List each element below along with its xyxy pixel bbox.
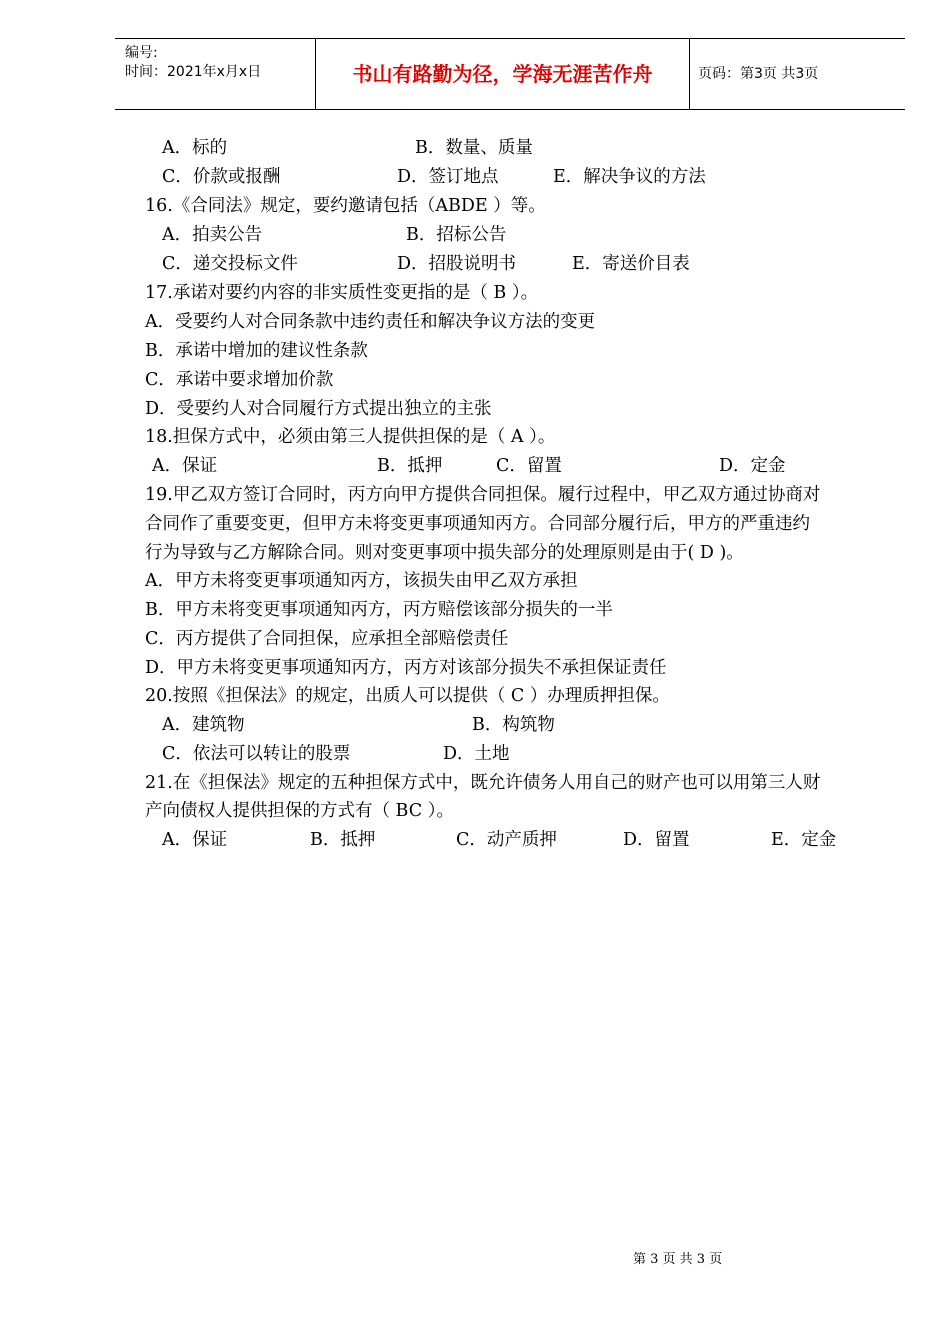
- q18-option-d: D．定金: [719, 456, 786, 476]
- q18-option-b: B．抵押: [377, 456, 443, 476]
- q21-stem-line-2: 产向债权人提供担保的方式有（ BC ）。: [145, 801, 454, 821]
- q16-option-d: D．招股说明书: [397, 254, 517, 274]
- q17-option-a: A．受要约人对合同条款中违约责任和解决争议方法的变更: [145, 312, 596, 332]
- q20-option-c: C．依法可以转让的股票: [162, 744, 351, 764]
- q21-option-d: D．留置: [623, 830, 690, 850]
- q20-stem: 20.按照《担保法》的规定，出质人可以提供（ C ）办理质押担保。: [145, 686, 670, 706]
- q18-option-a: A．保证: [152, 456, 218, 476]
- q16-option-e: E．寄送价目表: [572, 254, 690, 274]
- q18-stem: 18.担保方式中，必须由第三人提供担保的是（ A ）。: [145, 427, 556, 447]
- q21-option-c: C．动产质押: [456, 830, 557, 850]
- q16-option-b: B．招标公告: [406, 225, 507, 245]
- q20-option-d: D．土地: [443, 744, 510, 764]
- header-motto: 书山有路勤为径，学海无涯苦作舟: [316, 39, 690, 109]
- q17-stem: 17.承诺对要约内容的非实质性变更指的是（ B ）。: [145, 283, 539, 303]
- q17-option-c: C．承诺中要求增加价款: [145, 370, 334, 390]
- q20-option-a: A．建筑物: [162, 715, 245, 735]
- number-label: 编号:: [125, 45, 158, 61]
- q19-stem-line-1: 19.甲乙双方签订合同时，丙方向甲方提供合同担保。履行过程中，甲乙双方通过协商对: [145, 485, 821, 505]
- document-header: [115, 38, 905, 110]
- header-meta-cell: [115, 39, 316, 109]
- header-page-label: 页码：第3页 共3页: [698, 66, 819, 82]
- q15-option-d: D．签订地点: [397, 167, 499, 187]
- q21-stem-line-1: 21.在《担保法》规定的五种担保方式中，既允许债务人用自己的财产也可以用第三人财: [145, 773, 821, 793]
- q19-stem-line-2: 合同作了重要变更，但甲方未将变更事项通知丙方。合同部分履行后，甲方的严重违约: [145, 514, 810, 534]
- q19-stem-line-3: 行为导致与乙方解除合同。则对变更事项中损失部分的处理原则是由于( D )。: [145, 543, 744, 563]
- q21-option-a: A．保证: [162, 830, 228, 850]
- q15-option-b: B．数量、质量: [415, 138, 533, 158]
- q16-stem: 16.《合同法》规定，要约邀请包括（ABDE ）等。: [145, 196, 546, 216]
- q15-option-e: E．解决争议的方法: [553, 167, 706, 187]
- q15-option-a: A．标的: [162, 138, 228, 158]
- q19-option-a: A．甲方未将变更事项通知丙方，该损失由甲乙双方承担: [145, 571, 578, 591]
- q16-option-a: A．拍卖公告: [162, 225, 263, 245]
- q17-option-d: D．受要约人对合同履行方式提出独立的主张: [145, 399, 492, 419]
- q19-option-c: C．丙方提供了合同担保，应承担全部赔偿责任: [145, 629, 509, 649]
- q21-option-b: B．抵押: [310, 830, 376, 850]
- q20-option-b: B．构筑物: [472, 715, 555, 735]
- q18-option-c: C．留置: [496, 456, 562, 476]
- q19-option-d: D．甲方未将变更事项通知丙方，丙方对该部分损失不承担保证责任: [145, 658, 667, 678]
- page-footer: 第 3 页 共 3 页: [633, 1252, 723, 1267]
- q16-option-c: C．递交投标文件: [162, 254, 298, 274]
- q17-option-b: B．承诺中增加的建议性条款: [145, 341, 368, 361]
- q19-option-b: B．甲方未将变更事项通知丙方，丙方赔偿该部分损失的一半: [145, 600, 613, 620]
- time-label: 时间：2021年x月x日: [125, 64, 262, 80]
- q21-option-e: E．定金: [771, 830, 837, 850]
- q15-option-c: C．价款或报酬: [162, 167, 281, 187]
